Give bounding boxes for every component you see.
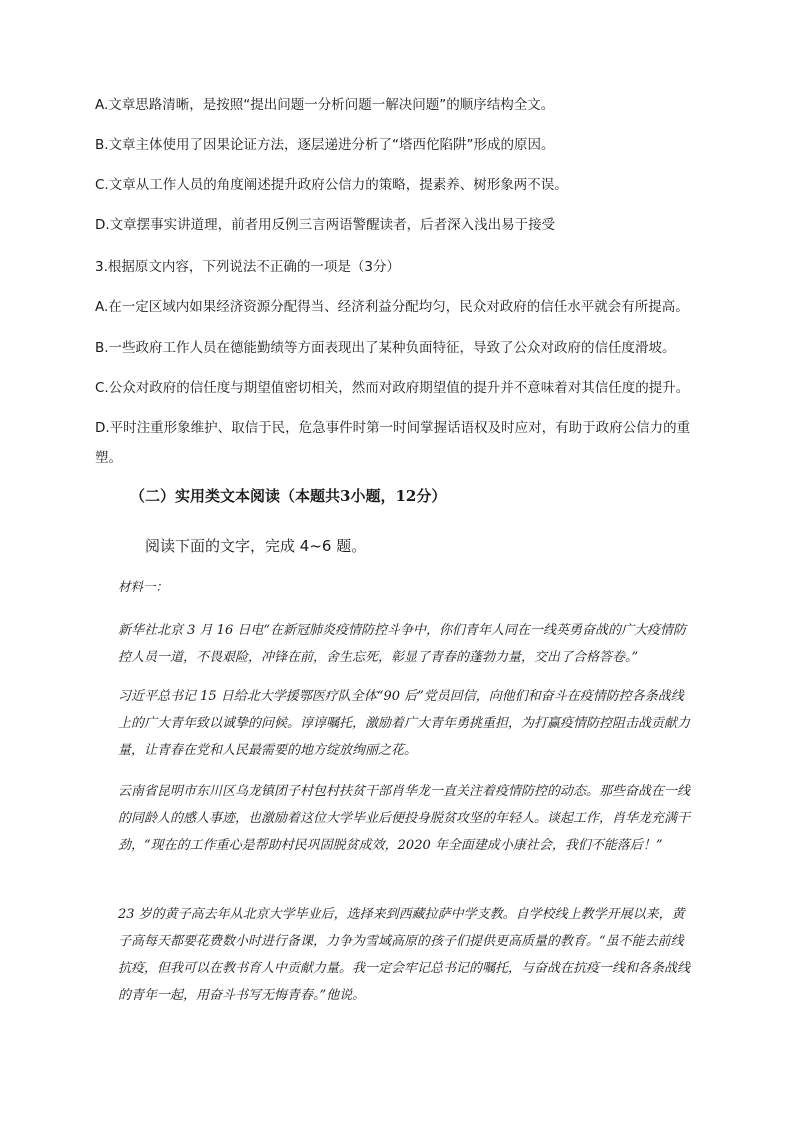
material-label: 材料一： [118,579,169,594]
q3-option-b: B.一些政府工作人员在德能勤绩等方面表现出了某种负面特征，导致了公众对政府的信任度滑坡。 [95,340,676,356]
material-paragraph-1: 新华社北京 3 月 16 日电“在新冠肺炎疫情防控斗争中，你们青年人同在一线英勇奋战的广大疫情防控人员一道，不畏艰险，冲锋在前，舍生忘死，彰显了青春的蓬勃力量，交出了合格答卷。” [118,623,686,665]
q2-option-a: A.文章思路清晰，是按照“提出问题一分析问题一解决问题”的顺序结构全文。 [95,97,555,113]
q3-option-a: A.在一定区域内如果经济资源分配得当、经济利益分配均匀，民众对政府的信任水平就会有所提高。 [95,299,689,315]
q3-option-c: C.公众对政府的信任度与期望值密切相关，然而对政府期望值的提升并不意味着对其信任度的提升。 [95,380,690,396]
q3-option-d: D.平时注重形象维护、取信于民，危急事件时第一时间掌握话语权及时应对，有助于政府公信力的重塑。 [95,420,691,466]
material-paragraph-2: 习近平总书记 15 日给北大学援鄂医疗队全体“90 后”党员回信，向他们和奋斗在疫情防控各条战线上的广大青年致以诚挚的问候。谆谆嘱托，激励着广大青年勇挑重担，为打赢疫情防控阻击战贡献力量，让青春在党和人民最需要的地方绽放绚丽之花。 [118,689,691,758]
material-paragraph-3: 云南省昆明市东川区乌龙镇团子村包村扶贫干部肖华龙一直关注着疫情防控的动态。那些奋战在一线的同龄人的感人事迹，也激励着这位大学毕业后便投身脱贫攻坚的年轻人。谈起工作，肖华龙充满干劲，“现在的工作重心是帮助村民巩固脱贫成效，2020 年全面建成小康社会，我们不能落后！” [118,784,691,853]
section-title: （二）实用类文本阅读（本题共3小题，12分） [130,487,447,505]
q2-option-c: C.文章从工作人员的角度阐述提升政府公信力的策略，提素养、树形象两不误。 [95,177,568,193]
material-paragraph-4: 23 岁的黄子高去年从北京大学毕业后，选择来到西藏拉萨中学支教。自学校线上教学开展以来，黄子高每天都要花费数小时进行备课，力争为雪域高原的孩子们提供更高质量的教育。“虽不能去前线抗疫，但我可以在教书育人中贡献力量。我一定会牢记总书记的嘱托，与奋战在抗疫一线和各条战线的青年一起，用奋斗书写无悔青春。”他说。 [118,907,691,1003]
q2-option-d: D.文章摆事实讲道理，前者用反例三言两语警醒读者，后者深入浅出易于接受 [95,217,556,233]
question-3: 3.根据原文内容，下列说法不正确的一项是（3分） [95,259,400,275]
reading-instruction: 阅读下面的文字，完成 4~6 题。 [145,537,367,555]
q2-option-b: B.文章主体使用了因果论证方法，逐层递进分析了“塔西佗陷阱”形成的原因。 [95,137,555,153]
